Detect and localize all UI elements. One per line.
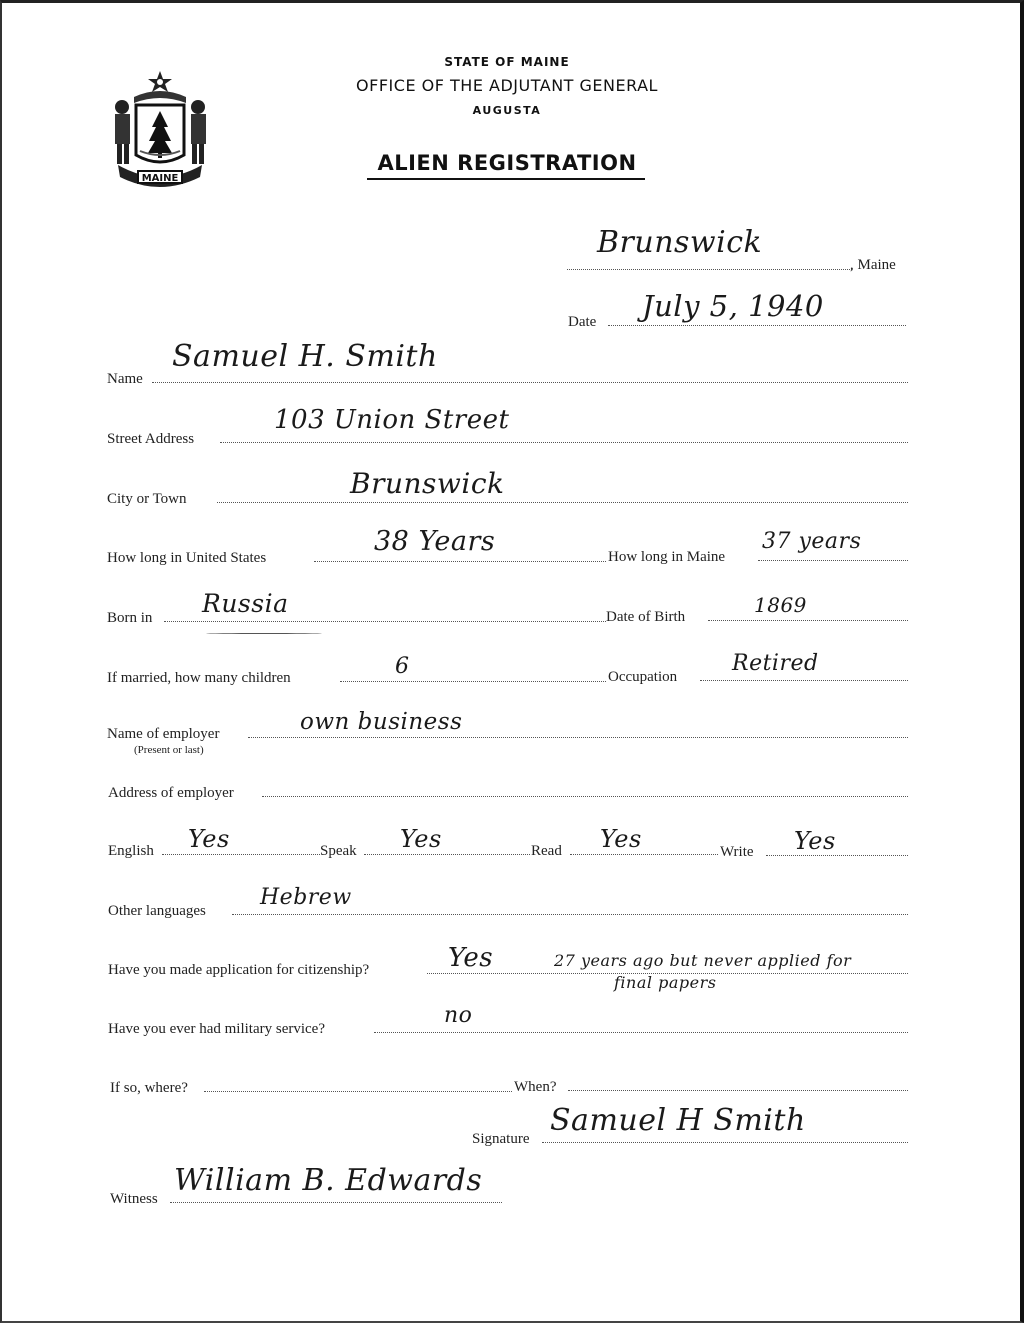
date-value: July 5, 1940 xyxy=(642,289,824,323)
employer-line xyxy=(248,737,908,738)
where-label: If so, where? xyxy=(110,1080,188,1096)
witness-label: Witness xyxy=(110,1191,158,1207)
speak-line xyxy=(364,854,530,855)
other-languages-label: Other languages xyxy=(108,903,206,919)
form-title: ALIEN REGISTRATION xyxy=(377,151,637,175)
occupation-value: Retired xyxy=(732,651,819,676)
dob-label: Date of Birth xyxy=(606,609,686,625)
children-line xyxy=(340,681,606,682)
citizenship-label: Have you made application for citizenship? xyxy=(108,962,370,978)
employer-label: Name of employer xyxy=(107,726,220,742)
read-line xyxy=(570,854,718,855)
write-label: Write xyxy=(720,844,754,860)
military-line xyxy=(374,1032,908,1033)
how-long-maine-value: 37 years xyxy=(762,529,862,554)
town-line xyxy=(567,269,852,270)
speak-label: Speak xyxy=(320,843,357,859)
write-value: Yes xyxy=(794,827,836,855)
citizenship-note-1: 27 years ago but never applied for xyxy=(554,951,852,970)
city-line xyxy=(217,502,908,503)
how-long-maine-label: How long in Maine xyxy=(608,549,726,565)
born-in-label: Born in xyxy=(107,610,153,626)
state-heading: STATE OF MAINE xyxy=(444,55,570,69)
born-in-underline xyxy=(206,633,322,634)
occupation-label: Occupation xyxy=(608,669,678,685)
employer-sub-label: (Present or last) xyxy=(134,744,204,756)
occupation-line xyxy=(700,680,908,681)
dob-value: 1869 xyxy=(754,593,807,617)
name-value: Samuel H. Smith xyxy=(172,339,438,374)
read-label: Read xyxy=(531,843,562,859)
how-long-maine-line xyxy=(758,560,908,561)
when-label: When? xyxy=(514,1079,557,1095)
citizenship-value: Yes xyxy=(448,943,494,973)
born-in-line xyxy=(164,621,606,622)
name-label: Name xyxy=(107,371,143,387)
born-in-value: Russia xyxy=(202,589,289,618)
office-heading: OFFICE OF THE ADJUTANT GENERAL xyxy=(356,76,658,95)
dob-line xyxy=(708,620,908,621)
name-line xyxy=(152,382,908,383)
street-line xyxy=(220,442,908,443)
employer-value: own business xyxy=(300,709,463,735)
english-label: English xyxy=(108,843,154,859)
children-value: 6 xyxy=(395,654,410,679)
english-line xyxy=(162,854,320,855)
military-value: no xyxy=(444,1003,473,1028)
how-long-us-value: 38 Years xyxy=(374,526,496,557)
military-label: Have you ever had military service? xyxy=(108,1021,325,1037)
speak-value: Yes xyxy=(400,825,442,853)
signature-line xyxy=(542,1142,908,1143)
date-line xyxy=(608,325,906,326)
street-value: 103 Union Street xyxy=(274,405,510,435)
city-value: Brunswick xyxy=(350,467,505,500)
when-line xyxy=(568,1090,908,1091)
city-label: City or Town xyxy=(107,491,187,507)
citizenship-note-2: final papers xyxy=(614,973,717,992)
town-value: Brunswick xyxy=(597,225,763,260)
how-long-us-label: How long in United States xyxy=(107,550,267,566)
signature-value: Samuel H Smith xyxy=(550,1103,806,1138)
where-line xyxy=(204,1091,512,1092)
other-languages-value: Hebrew xyxy=(260,885,352,910)
employer-address-label: Address of employer xyxy=(108,785,234,801)
witness-value: William B. Edwards xyxy=(174,1163,483,1198)
english-value: Yes xyxy=(188,825,230,853)
title-underline xyxy=(367,178,645,180)
write-line xyxy=(766,855,908,856)
other-languages-line xyxy=(232,914,908,915)
employer-address-line xyxy=(262,796,908,797)
read-value: Yes xyxy=(600,825,642,853)
maine-label: , Maine xyxy=(850,257,896,273)
children-label: If married, how many children xyxy=(107,670,291,686)
street-label: Street Address xyxy=(107,431,195,447)
witness-line xyxy=(170,1202,502,1203)
svg-text:MAINE: MAINE xyxy=(141,173,179,184)
signature-label: Signature xyxy=(472,1131,530,1147)
city-heading: AUGUSTA xyxy=(472,104,542,117)
how-long-us-line xyxy=(314,561,606,562)
date-label: Date xyxy=(568,314,597,330)
